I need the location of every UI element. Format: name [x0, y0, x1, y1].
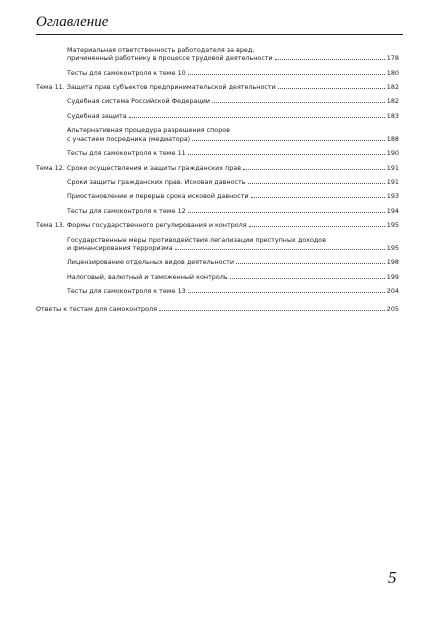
toc-dot-leader	[248, 183, 385, 184]
toc-entry-title: Тесты для самоконтроля к теме 10	[67, 68, 186, 77]
toc-chapter-entry	[36, 221, 399, 229]
toc-page-number: 182	[386, 97, 399, 106]
toc-dot-leader	[188, 292, 385, 293]
toc-page-number: 195	[386, 221, 399, 230]
header-title: Оглавление	[36, 14, 109, 30]
toc-dot-leader	[278, 88, 385, 89]
toc-entry-title: Ответы к тестам для самоконтроля	[36, 305, 157, 314]
toc-entry-title: Сроки защиты гражданских прав. Исковая давность	[67, 177, 246, 186]
toc-page-number: 191	[386, 177, 399, 186]
toc-page-number: 194	[386, 206, 399, 215]
toc-dot-leader	[188, 212, 385, 213]
toc-page-number: 183	[386, 111, 399, 120]
table-of-contents	[36, 46, 399, 320]
toc-page-number: 180	[386, 68, 399, 77]
toc-page-number: 204	[386, 287, 399, 296]
toc-dot-leader	[230, 278, 385, 279]
toc-chapter-entry	[36, 164, 399, 172]
toc-section-entry	[67, 69, 399, 77]
toc-dot-leader	[188, 74, 385, 75]
toc-section-entry	[67, 149, 399, 157]
toc-section-entry	[67, 236, 399, 252]
toc-dot-leader	[175, 249, 385, 250]
toc-entry-title: Государственные меры противодействия легализации преступных доходов	[67, 235, 326, 244]
toc-section-entry	[67, 112, 399, 120]
toc-entry-title: Тема 11. Защита прав субъектов предпринимательской деятельности	[36, 83, 276, 92]
toc-entry-title: Тесты для самоконтроля к теме 11	[67, 149, 186, 158]
toc-entry-title: Тема 13. Формы государственного регулирования и контроля	[36, 221, 247, 230]
toc-entry-title: с участием посредника (медиатора)	[67, 134, 191, 143]
toc-entry-title: причиненный работнику в процессе трудовой деятельности	[67, 54, 273, 63]
toc-entry-title: Тема 12. Сроки осуществления и защиты гражданских прав	[36, 163, 241, 172]
toc-entry-title: Тесты для самоконтроля к теме 12	[67, 206, 186, 215]
toc-entry-title: Судебная система Российской Федерации	[67, 97, 211, 106]
toc-section-entry	[67, 273, 399, 281]
toc-dot-leader	[212, 102, 385, 103]
toc-dot-leader	[243, 169, 385, 170]
toc-dot-leader	[188, 154, 385, 155]
toc-entry-title: Налоговый, валютный и таможенный контроль	[67, 272, 228, 281]
page-number: 5	[388, 568, 397, 587]
toc-dot-leader	[129, 117, 385, 118]
toc-chapter-entry	[36, 83, 399, 91]
toc-page-number: 205	[386, 305, 399, 314]
toc-entry-title: Лицензирование отдельных видов деятельности	[67, 258, 235, 267]
toc-page-number: 193	[386, 192, 399, 201]
toc-page-number: 182	[386, 83, 399, 92]
toc-section-entry	[67, 207, 399, 215]
toc-entry-title: Альтернативная процедура разрешения споров	[67, 126, 230, 135]
toc-section-entry	[67, 287, 399, 295]
toc-section-entry	[67, 178, 399, 186]
toc-dot-leader	[192, 140, 385, 141]
toc-page-number: 178	[386, 54, 399, 63]
toc-section-entry	[67, 192, 399, 200]
toc-dot-leader	[159, 310, 385, 311]
toc-page-number: 188	[386, 134, 399, 143]
header-divider	[36, 34, 403, 35]
toc-dot-leader	[249, 226, 385, 227]
toc-entry-title: Приостановление и перерыв срока исковой давности	[67, 192, 249, 201]
toc-page-number: 191	[386, 163, 399, 172]
toc-page-number: 199	[386, 272, 399, 281]
toc-dot-leader	[236, 263, 385, 264]
toc-entry-title: Тесты для самоконтроля к теме 13	[67, 287, 186, 296]
toc-page-number: 198	[386, 258, 399, 267]
toc-entry-title: Судебная защита	[67, 111, 127, 120]
toc-chapter-entry	[36, 305, 399, 313]
toc-page-number: 190	[386, 149, 399, 158]
toc-section-entry	[67, 126, 399, 142]
toc-dot-leader	[275, 59, 385, 60]
toc-dot-leader	[251, 197, 385, 198]
toc-entry-title: и финансирования терроризма	[67, 243, 173, 252]
toc-section-entry	[67, 46, 399, 62]
toc-section-entry	[67, 258, 399, 266]
toc-section-entry	[67, 97, 399, 105]
toc-page-number: 195	[386, 243, 399, 252]
toc-entry-title: Материальная ответственность работодателя за вред,	[67, 46, 255, 54]
